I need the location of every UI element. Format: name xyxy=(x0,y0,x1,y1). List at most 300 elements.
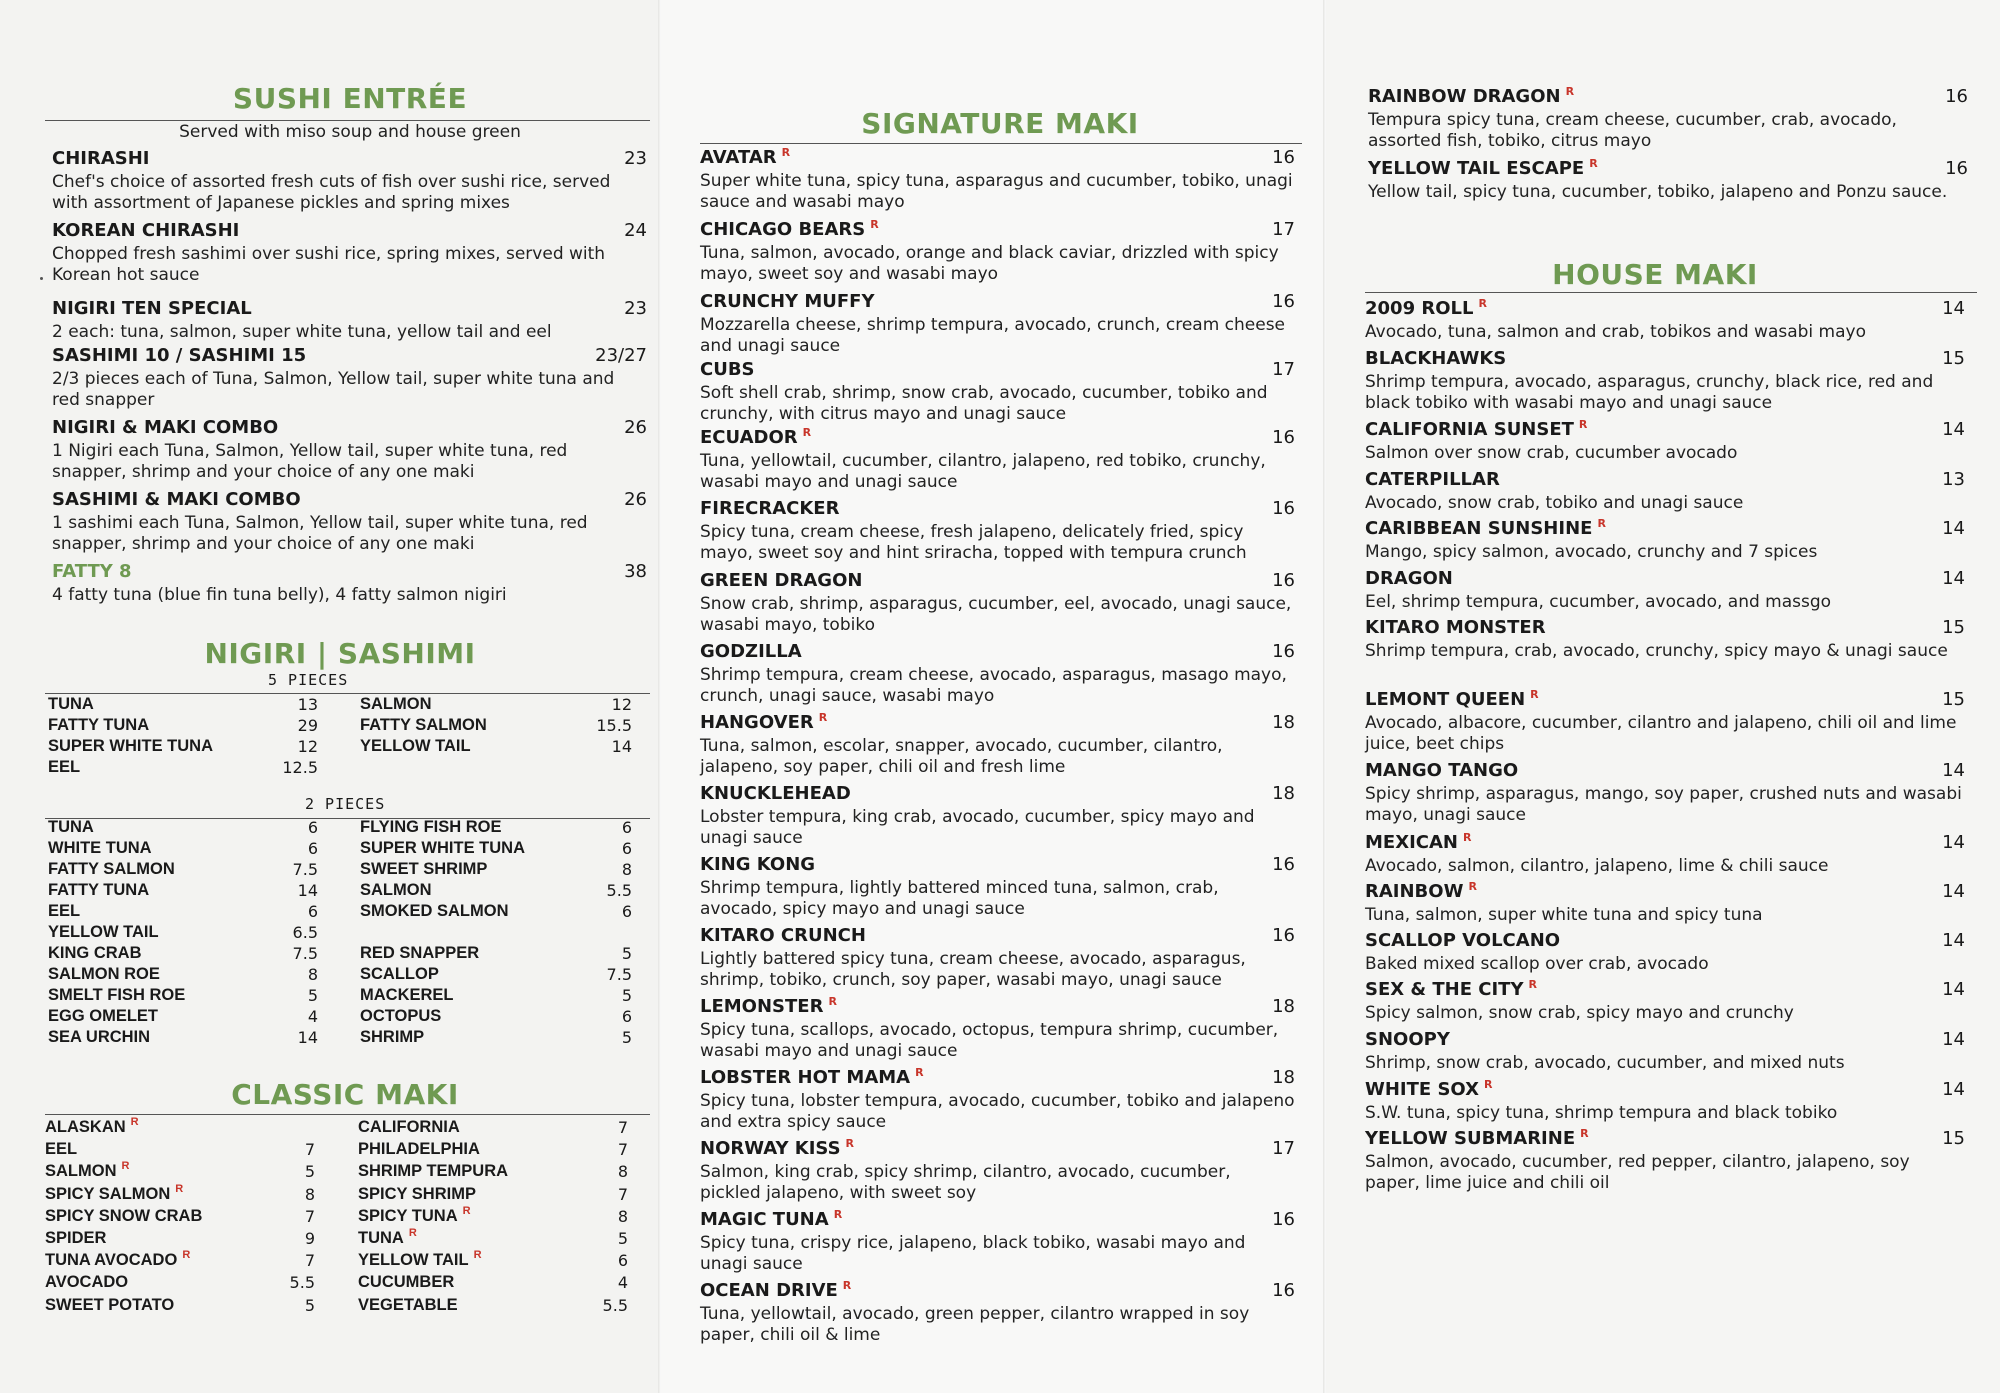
item-name-text: GODZILLA xyxy=(700,641,802,662)
item-name xyxy=(700,925,866,946)
menu-item xyxy=(1365,1128,1965,1198)
item-description: Avocado, snow crab, tobiko and unagi sauce xyxy=(1365,493,1744,513)
item-price: 15 xyxy=(1942,689,1965,710)
row-price: 4 xyxy=(307,1007,318,1026)
item-price: 23 xyxy=(624,298,647,319)
row-name-text: YELLOW TAIL xyxy=(48,923,159,941)
row-price: 15.5 xyxy=(596,716,632,735)
row-price: 6 xyxy=(621,818,632,837)
item-description: 1 sashimi each Tuna, Salmon, Yellow tail, super white tuna, red snapper, shrimp and your choice of any one maki xyxy=(52,513,588,554)
row-price: 7 xyxy=(617,1140,628,1160)
item-description: Shrimp, snow crab, avocado, cucumber, and mixed nuts xyxy=(1365,1053,1845,1073)
sushi-entree-title: SUSHI ENTRÉE xyxy=(232,82,468,115)
row-price: 5.5 xyxy=(606,881,632,900)
row-price: 6 xyxy=(617,1251,628,1271)
recommended-mark: R xyxy=(781,146,791,159)
item-price: 18 xyxy=(1272,712,1295,733)
price-row xyxy=(48,839,318,860)
item-name xyxy=(700,219,879,240)
item-description: Avocado, tuna, salmon and crab, tobikos and wasabi mayo xyxy=(1365,322,1866,342)
item-description: Eel, shrimp tempura, cucumber, avocado, and massgo xyxy=(1365,592,1832,612)
price-row xyxy=(358,1140,628,1162)
item-description: Spicy tuna, crispy rice, jalapeno, black tobiko, wasabi mayo and unagi sauce xyxy=(700,1233,1246,1274)
five-pieces-label: 5 PIECES xyxy=(268,671,349,689)
item-name xyxy=(52,220,239,241)
recommended-mark: R xyxy=(1528,978,1537,991)
row-price: 5 xyxy=(304,1162,315,1182)
price-row xyxy=(360,923,632,944)
row-name xyxy=(48,1028,150,1047)
price-row xyxy=(45,1229,315,1251)
item-name xyxy=(1365,930,1560,951)
row-name xyxy=(45,1296,174,1315)
item-name-text: WHITE SOX xyxy=(1365,1079,1479,1100)
row-name xyxy=(45,1182,184,1204)
row-price: 6.5 xyxy=(292,923,318,942)
item-price: 14 xyxy=(1942,1029,1965,1050)
item-description: 4 fatty tuna (blue fin tuna belly), 4 fatty salmon nigiri xyxy=(52,585,507,605)
two-pieces-label: 2 PIECES xyxy=(305,795,386,813)
price-row xyxy=(45,1182,315,1207)
item-description: Tempura spicy tuna, cream cheese, cucumber, crab, avocado, assorted fish, tobiko, citrus mayo xyxy=(1368,110,1897,151)
row-price: 6 xyxy=(307,839,318,858)
row-price: 8 xyxy=(617,1206,628,1226)
classic-maki-left-column xyxy=(45,1118,315,1318)
item-name-text: SEX & THE CITY xyxy=(1365,979,1524,1000)
price-row xyxy=(360,902,632,923)
price-row xyxy=(48,716,318,737)
item-name xyxy=(700,996,837,1017)
price-row xyxy=(45,1273,315,1295)
recommended-mark: R xyxy=(915,1066,924,1079)
menu-item xyxy=(700,427,1295,497)
price-row xyxy=(48,1028,318,1049)
menu-item xyxy=(1368,86,1968,156)
row-name xyxy=(48,716,149,735)
item-price: 16 xyxy=(1272,427,1295,448)
item-price: 17 xyxy=(1272,359,1295,380)
item-name xyxy=(1365,469,1500,490)
item-price: 18 xyxy=(1272,1067,1295,1088)
recommended-mark: R xyxy=(1597,517,1606,530)
sushi-entree-subtitle: Served with miso soup and house green xyxy=(179,122,521,142)
item-description: Spicy tuna, cream cheese, fresh jalapeno, delicately fried, spicy mayo, sweet soy and hint sriracha, topped with tempura crunch xyxy=(700,522,1247,563)
row-name-text: SALMON ROE xyxy=(48,965,160,983)
recommended-mark: R xyxy=(182,1249,191,1262)
item-name-text: YELLOW SUBMARINE xyxy=(1365,1128,1576,1149)
item-description: Soft shell crab, shrimp, snow crab, avocado, cucumber, tobiko and crunchy, with citrus mayo and unagi sauce xyxy=(700,383,1268,424)
item-price: 16 xyxy=(1945,86,1968,107)
row-name xyxy=(45,1251,190,1270)
price-row xyxy=(48,902,318,923)
price-row xyxy=(360,1028,632,1049)
row-price: 9 xyxy=(304,1228,315,1248)
price-row xyxy=(48,965,318,986)
item-description: Tuna, yellowtail, avocado, green pepper, cilantro wrapped in soy paper, chili oil & lime xyxy=(700,1304,1250,1345)
row-name-text: KING CRAB xyxy=(48,944,142,962)
price-row xyxy=(360,695,632,716)
row-name-text: SPICY SHRIMP xyxy=(358,1184,476,1203)
row-name xyxy=(48,860,175,879)
item-name xyxy=(700,427,811,448)
recommended-mark: R xyxy=(833,1208,843,1221)
item-name xyxy=(700,291,874,312)
row-name xyxy=(360,986,454,1005)
row-name xyxy=(48,839,152,858)
item-description: Chef's choice of assorted fresh cuts of fish over sushi rice, served with assortment of Japanese pickles and spring mixes xyxy=(52,172,611,213)
item-price: 16 xyxy=(1272,1209,1295,1230)
item-name xyxy=(700,854,815,875)
item-price: 13 xyxy=(1942,469,1965,490)
item-name-text: MAGIC TUNA xyxy=(700,1209,829,1230)
price-row xyxy=(48,737,318,758)
menu-item xyxy=(52,220,647,290)
item-name xyxy=(1365,760,1518,781)
item-name-text: LOBSTER HOT MAMA xyxy=(700,1067,911,1088)
item-description: Spicy shrimp, asparagus, mango, soy paper, crushed nuts and wasabi mayo, unagi sauce xyxy=(1365,784,1962,825)
row-price: 6 xyxy=(307,818,318,837)
fold-line xyxy=(1323,0,1326,1393)
house-maki-title: HOUSE MAKI xyxy=(1552,258,1758,291)
row-name xyxy=(358,1162,508,1181)
price-row xyxy=(358,1296,628,1318)
recommended-mark: R xyxy=(1468,880,1477,893)
row-name-text: SHRIMP xyxy=(360,1028,425,1046)
item-name-text: CATERPILLAR xyxy=(1365,469,1500,490)
price-row xyxy=(360,965,632,986)
row-name-text: VEGETABLE xyxy=(358,1295,458,1314)
row-price: 6 xyxy=(621,839,632,858)
item-description: Avocado, salmon, cilantro, jalapeno, lime & chili sauce xyxy=(1365,856,1829,876)
price-row xyxy=(45,1118,315,1140)
row-name-text: AVOCADO xyxy=(45,1273,129,1292)
item-name-text: RAINBOW xyxy=(1365,881,1464,902)
row-name xyxy=(358,1296,458,1315)
menu-item xyxy=(700,1067,1295,1137)
row-name-text: SUPER WHITE TUNA xyxy=(48,737,213,755)
menu-item xyxy=(1365,617,1965,687)
item-price: 14 xyxy=(1942,518,1965,539)
price-row xyxy=(48,986,318,1007)
recommended-mark: R xyxy=(121,1160,130,1173)
row-name-text: CUCUMBER xyxy=(358,1273,455,1292)
row-name xyxy=(48,737,213,756)
item-name-text: NORWAY KISS xyxy=(700,1138,841,1159)
price-row xyxy=(45,1296,315,1318)
menu-item xyxy=(700,359,1295,429)
price-row xyxy=(48,818,318,839)
row-name-text: WHITE TUNA xyxy=(48,839,152,857)
menu-item xyxy=(1365,348,1965,418)
row-price: 5 xyxy=(621,1028,632,1047)
row-price: 29 xyxy=(297,716,318,735)
row-name-text: SALMON xyxy=(360,695,432,713)
item-name-text: KOREAN CHIRASHI xyxy=(52,220,240,241)
row-price: 14 xyxy=(297,1028,318,1047)
five-pieces-left-column xyxy=(48,695,318,779)
item-description: Shrimp tempura, avocado, asparagus, crunchy, black rice, red and black tobiko with wasabi mayo and unagi sauce xyxy=(1365,372,1934,413)
menu-item xyxy=(52,148,647,218)
item-name xyxy=(1365,1079,1492,1100)
row-name-text: OCTOPUS xyxy=(360,1007,442,1025)
row-name xyxy=(358,1118,460,1137)
row-name-text: TUNA xyxy=(48,695,94,713)
item-name-text: RAINBOW DRAGON xyxy=(1368,86,1561,107)
row-price: 5 xyxy=(617,1228,628,1248)
menu-item xyxy=(1365,689,1965,759)
row-name xyxy=(45,1140,77,1159)
item-name xyxy=(1365,1029,1450,1050)
row-name xyxy=(360,1028,424,1047)
item-name xyxy=(52,561,132,582)
item-description: Shrimp tempura, cream cheese, avocado, asparagus, masago mayo, crunch, unagi sauce, wasabi mayo xyxy=(700,665,1287,706)
nigiri-sashimi-title: NIGIRI | SASHIMI xyxy=(204,637,476,670)
item-name-text: KITARO MONSTER xyxy=(1365,617,1546,638)
item-description: Salmon, avocado, cucumber, red pepper, cilantro, jalapeno, soy paper, lime juice and chili oil xyxy=(1365,1152,1910,1193)
price-row xyxy=(45,1162,315,1184)
row-price: 8 xyxy=(304,1184,315,1204)
menu-item xyxy=(700,783,1295,853)
row-price: 6 xyxy=(621,1007,632,1026)
paper-speck xyxy=(40,277,43,280)
price-row xyxy=(45,1207,315,1229)
item-name xyxy=(1365,1128,1589,1149)
item-description: Tuna, salmon, super white tuna and spicy tuna xyxy=(1365,905,1763,925)
row-name-text: TUNA AVOCADO xyxy=(45,1251,178,1270)
item-name-text: FIRECRACKER xyxy=(700,498,840,519)
item-name-text: DRAGON xyxy=(1365,568,1453,589)
item-name xyxy=(1368,158,1598,179)
row-name-text: SMOKED SALMON xyxy=(360,902,509,920)
menu-item xyxy=(700,641,1295,711)
row-price: 12 xyxy=(611,695,632,714)
price-row xyxy=(45,1140,315,1162)
price-row xyxy=(358,1118,628,1140)
row-name-text: SWEET POTATO xyxy=(45,1295,175,1314)
price-row xyxy=(360,737,632,758)
divider xyxy=(700,143,1302,144)
item-description: Shrimp tempura, crab, avocado, crunchy, spicy mayo & unagi sauce xyxy=(1365,641,1948,661)
row-name xyxy=(48,986,185,1005)
item-name-text: OCEAN DRIVE xyxy=(700,1280,838,1301)
row-price: 12 xyxy=(297,737,318,756)
item-name-text: HANGOVER xyxy=(700,712,814,733)
item-name xyxy=(1365,979,1537,1000)
item-name-text: BLACKHAWKS xyxy=(1365,348,1507,369)
item-description: Salmon, king crab, spicy shrimp, cilantro, avocado, cucumber, pickled jalapeno, with sweet soy xyxy=(700,1162,1231,1203)
item-name xyxy=(52,345,306,366)
item-description: Lightly battered spicy tuna, cream cheese, avocado, asparagus, shrimp, tobiko, crunch, soy paper, wasabi mayo, unagi sauce xyxy=(700,949,1246,990)
item-price: 18 xyxy=(1272,996,1295,1017)
row-name xyxy=(360,716,487,735)
recommended-mark: R xyxy=(1578,418,1588,431)
item-price: 14 xyxy=(1942,298,1965,319)
price-row xyxy=(360,839,632,860)
row-name xyxy=(48,881,149,900)
recommended-mark: R xyxy=(1565,85,1575,98)
row-name-text: SUPER WHITE TUNA xyxy=(360,839,525,857)
divider xyxy=(1365,292,1977,293)
item-name-text: SCALLOP VOLCANO xyxy=(1365,930,1561,951)
row-name-text: FATTY SALMON xyxy=(360,716,487,734)
divider xyxy=(45,1114,650,1115)
price-row xyxy=(358,1226,628,1251)
price-row xyxy=(48,695,318,716)
item-name xyxy=(1365,518,1606,539)
row-name-text: SPIDER xyxy=(45,1228,107,1247)
row-name-text: FATTY SALMON xyxy=(48,860,175,878)
item-price: 26 xyxy=(624,489,647,510)
row-price: 7 xyxy=(617,1118,628,1137)
recommended-mark: R xyxy=(1580,1127,1589,1140)
item-description: Tuna, salmon, escolar, snapper, avocado, cucumber, cilantro, jalapeno, soy paper, chili oil and fresh lime xyxy=(700,736,1223,777)
item-price: 16 xyxy=(1272,147,1295,168)
item-price: 24 xyxy=(624,220,647,241)
item-price: 16 xyxy=(1272,498,1295,519)
row-name-text: YELLOW TAIL xyxy=(360,737,471,755)
item-name xyxy=(700,641,802,662)
item-description: Chopped fresh sashimi over sushi rice, spring mixes, served with Korean hot sauce xyxy=(52,244,606,285)
row-price: 7 xyxy=(304,1206,315,1226)
recommended-mark: R xyxy=(845,1137,855,1150)
item-description: Avocado, albacore, cucumber, cilantro and jalapeno, chili oil and lime juice, beet chips xyxy=(1365,713,1957,754)
row-price: 7 xyxy=(304,1251,315,1271)
row-price: 4 xyxy=(617,1273,628,1293)
item-price: 15 xyxy=(1942,348,1965,369)
item-description: Snow crab, shrimp, asparagus, cucumber, eel, avocado, unagi sauce, wasabi mayo, tobiko xyxy=(700,594,1292,635)
row-price: 5 xyxy=(621,986,632,1005)
price-row xyxy=(48,923,318,944)
row-price: 5 xyxy=(307,986,318,1005)
item-price: 14 xyxy=(1942,832,1965,853)
row-name-text: TUNA xyxy=(48,818,94,836)
menu-item xyxy=(52,561,647,631)
row-name xyxy=(358,1185,476,1204)
row-name-text: EGG OMELET xyxy=(48,1007,159,1025)
two-pieces-right-column xyxy=(360,818,632,1049)
row-name-text: SALMON xyxy=(360,881,432,899)
price-row xyxy=(360,1007,632,1028)
row-name-text: RED SNAPPER xyxy=(360,944,480,962)
price-row xyxy=(360,986,632,1007)
row-name-text: SPICY SALMON xyxy=(45,1184,171,1203)
row-price: 5.5 xyxy=(289,1273,315,1293)
row-name xyxy=(360,881,432,900)
recommended-mark: R xyxy=(828,995,837,1008)
row-name xyxy=(360,818,502,837)
item-price: 23 xyxy=(624,148,647,169)
row-price: 7.5 xyxy=(292,944,318,963)
row-name-text: SALMON xyxy=(45,1162,117,1181)
item-description: Tuna, salmon, avocado, orange and black caviar, drizzled with spicy mayo, sweet soy and wasabi mayo xyxy=(700,243,1279,284)
item-price: 14 xyxy=(1942,930,1965,951)
item-description: Super white tuna, spicy tuna, asparagus and cucumber, tobiko, unagi sauce and wasabi mayo xyxy=(700,171,1293,212)
item-name xyxy=(1365,881,1477,902)
item-price: 38 xyxy=(624,561,647,582)
item-price: 16 xyxy=(1272,570,1295,591)
menu-item xyxy=(52,417,647,487)
item-name xyxy=(52,489,301,510)
menu-item xyxy=(700,712,1295,782)
item-name xyxy=(1365,689,1539,710)
row-name xyxy=(360,695,432,714)
menu-item xyxy=(52,489,647,559)
price-row xyxy=(360,944,632,965)
item-description: Tuna, yellowtail, cucumber, cilantro, jalapeno, red tobiko, crunchy, wasabi mayo and unagi sauce xyxy=(700,451,1266,492)
row-name xyxy=(45,1118,139,1137)
item-description: 2/3 pieces each of Tuna, Salmon, Yellow tail, super white tuna and red snapper xyxy=(52,369,615,410)
item-price: 18 xyxy=(1272,783,1295,804)
row-price: 14 xyxy=(297,881,318,900)
item-name xyxy=(1368,86,1574,107)
recommended-mark: R xyxy=(462,1204,471,1217)
row-name-text: SEA URCHIN xyxy=(48,1028,151,1046)
item-name xyxy=(700,147,790,168)
menu-item xyxy=(700,570,1295,640)
item-price: 16 xyxy=(1272,1280,1295,1301)
item-description: Salmon over snow crab, cucumber avocado xyxy=(1365,443,1738,463)
classic-maki-title: CLASSIC MAKI xyxy=(231,1078,459,1111)
menu-item xyxy=(1365,760,1965,830)
recommended-mark: R xyxy=(1589,157,1598,170)
row-name xyxy=(358,1273,454,1292)
item-description: Yellow tail, spicy tuna, cucumber, tobiko, jalapeno and Ponzu sauce. xyxy=(1368,182,1948,202)
item-name-text: GREEN DRAGON xyxy=(700,570,863,591)
recommended-mark: R xyxy=(842,1279,852,1292)
row-name-text: FLYING FISH ROE xyxy=(360,818,502,836)
recommended-mark: R xyxy=(1478,297,1487,310)
item-price: 14 xyxy=(1942,419,1965,440)
item-name-text: YELLOW TAIL ESCAPE xyxy=(1368,158,1585,179)
row-name xyxy=(358,1140,480,1159)
price-row xyxy=(48,881,318,902)
item-name-text: MANGO TANGO xyxy=(1365,760,1519,781)
item-price: 16 xyxy=(1272,291,1295,312)
item-name xyxy=(700,1280,851,1301)
row-name-text: PHILADELPHIA xyxy=(358,1140,480,1159)
row-name-text: SWEET SHRIMP xyxy=(360,860,488,878)
item-name xyxy=(700,783,851,804)
row-name-text: FATTY TUNA xyxy=(48,716,150,734)
row-name xyxy=(48,944,142,963)
price-row xyxy=(48,860,318,881)
menu-item xyxy=(700,854,1295,924)
item-name xyxy=(1365,832,1471,853)
recommended-mark: R xyxy=(1463,831,1472,844)
row-price: 5 xyxy=(304,1295,315,1315)
row-name xyxy=(360,737,471,756)
item-name xyxy=(700,712,827,733)
price-row xyxy=(358,1162,628,1184)
item-name xyxy=(700,570,862,591)
price-row xyxy=(358,1251,628,1273)
row-name-text: SPICY TUNA xyxy=(358,1206,458,1225)
menu-item xyxy=(700,291,1295,361)
menu-item xyxy=(700,147,1295,217)
price-row xyxy=(48,758,318,779)
row-price: 8 xyxy=(621,860,632,879)
item-name xyxy=(1365,617,1546,638)
item-price: 23/27 xyxy=(595,345,647,366)
fold-line xyxy=(658,0,661,1393)
row-price: 7 xyxy=(304,1140,315,1160)
row-price: 5.5 xyxy=(602,1295,628,1315)
price-row xyxy=(358,1273,628,1295)
item-price: 17 xyxy=(1272,1138,1295,1159)
recommended-mark: R xyxy=(802,426,812,439)
item-name xyxy=(52,298,252,319)
item-name xyxy=(1365,298,1487,319)
